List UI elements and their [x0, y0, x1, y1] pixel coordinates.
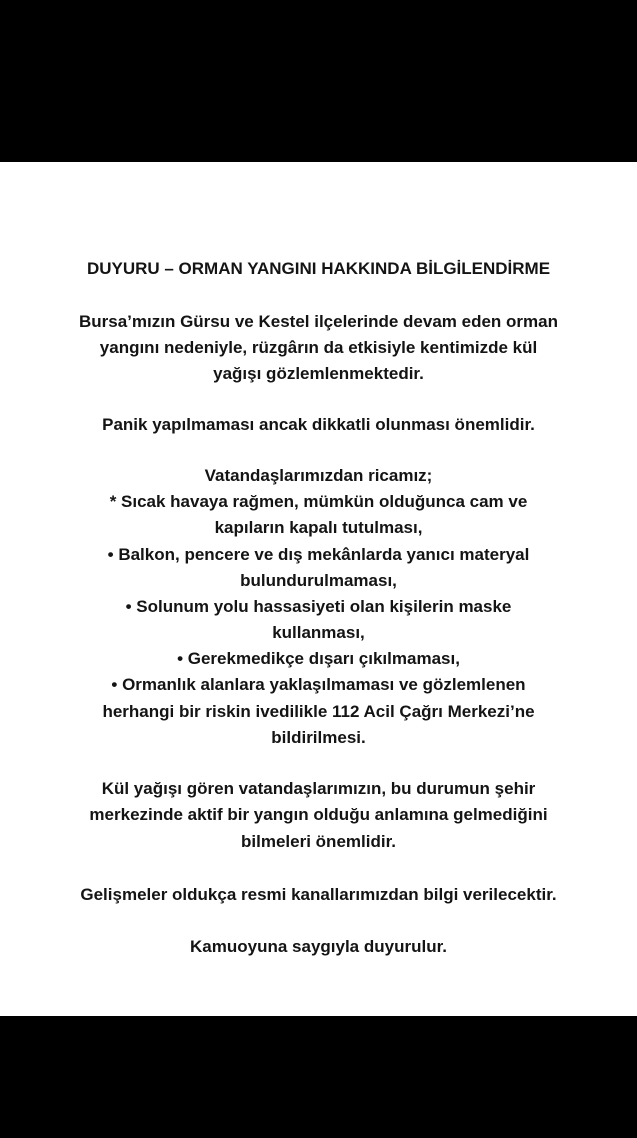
announcement-title: DUYURU – ORMAN YANGINI HAKKINDA BİLGİLENDİRME: [86, 259, 551, 278]
announcement-document: [0, 162, 637, 1016]
request-line: • Balkon, pencere ve dış mekânlarda yanıcı materyal: [107, 545, 530, 564]
request-line: • Gerekmedikçe dışarı çıkılmaması,: [177, 649, 460, 668]
request-line: • Ormanlık alanlara yaklaşılmaması ve gözlemlenen: [111, 675, 526, 694]
request-line: * Sıcak havaya rağmen, mümkün olduğunca cam ve: [109, 492, 528, 511]
ash-note-line: Kül yağışı gören vatandaşlarımızın, bu durumun şehir: [101, 779, 536, 798]
updates-note: Gelişmeler oldukça resmi kanallarımızdan bilgi verilecektir.: [80, 885, 557, 904]
ash-note-line: bilmeleri önemlidir.: [241, 832, 396, 851]
request-line: bulundurulmaması,: [240, 571, 397, 590]
intro-line: Bursa’mızın Gürsu ve Kestel ilçelerinde devam eden orman: [78, 312, 558, 331]
intro-line: yangını nedeniyle, rüzgârın da etkisiyle kentimizde kül: [99, 338, 538, 357]
request-line: kullanması,: [272, 623, 365, 642]
bottom-black-bar: [0, 1016, 637, 1138]
request-line: herhangi bir riskin ivedilikle 112 Acil Çağrı Merkezi’ne: [102, 702, 535, 721]
request-line: bildirilmesi.: [271, 728, 366, 747]
request-line: • Solunum yolu hassasiyeti olan kişilerin maske: [125, 597, 512, 616]
panic-note: Panik yapılmaması ancak dikkatli olunması önemlidir.: [102, 415, 535, 434]
requests-heading: Vatandaşlarımızdan ricamız;: [204, 466, 433, 485]
ash-note-line: merkezinde aktif bir yangın olduğu anlamına gelmediğini: [89, 805, 548, 824]
request-line: kapıların kapalı tutulması,: [214, 518, 423, 537]
closing-line: Kamuoyuna saygıyla duyurulur.: [190, 937, 447, 956]
top-black-bar: [0, 0, 637, 162]
intro-line: yağışı gözlemlenmektedir.: [213, 364, 424, 383]
